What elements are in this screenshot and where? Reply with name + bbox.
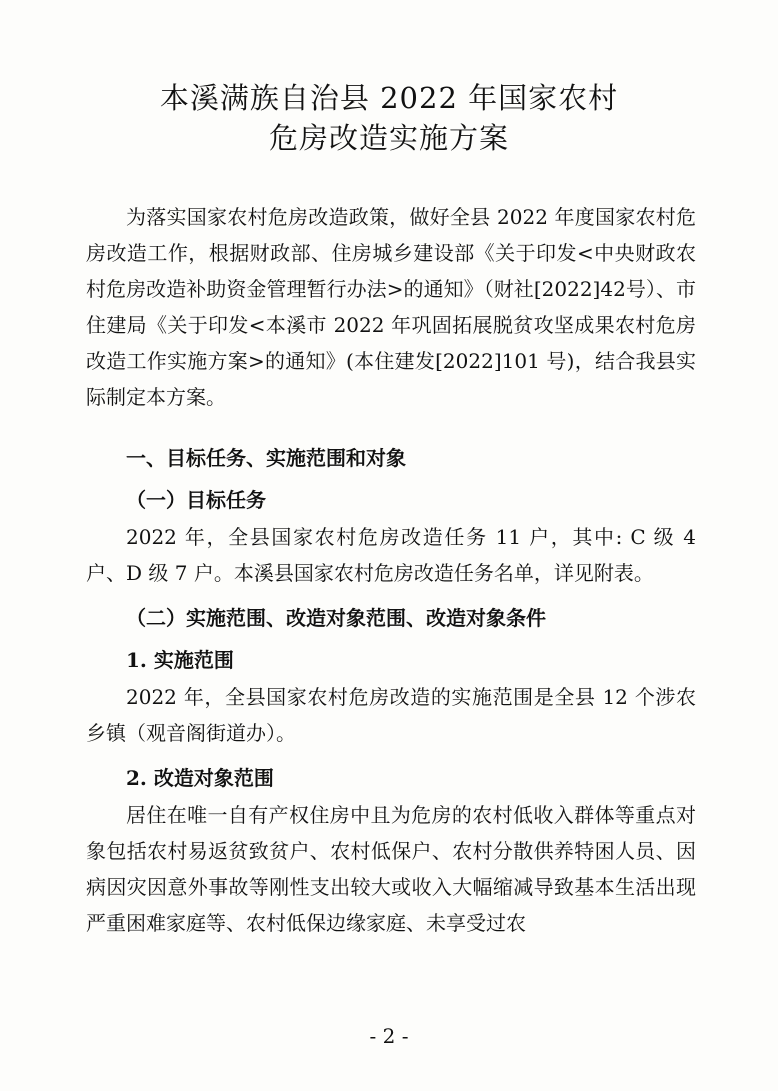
subsection-2-heading: （二）实施范围、改造对象范围、改造对象条件: [126, 606, 546, 630]
item-1-heading: 1. 实施范围: [126, 648, 234, 672]
item-1-text: 2022 年，全县国家农村危房改造的实施范围是全县 12 个涉农乡镇（观音阁街道办）。: [86, 685, 696, 745]
document-title-line-1: 本溪满族自治县 2022 年国家农村: [159, 81, 619, 115]
intro-paragraph: 为落实国家农村危房改造政策，做好全县 2022 年度国家农村危房改造工作，根据财政部、住房城乡建设部《关于印发<中央财政农村危房改造补助资金管理暂行办法>的通知》（财社[2022]42号）、市住建局《关于印发<本溪市 2022 年巩固拓展脱贫攻坚成果农村危房改造工作实施方案>的通知》(本住建发[2022]101 号)，结合我县实际制定本方案。: [86, 205, 696, 409]
subsection-1-text: 2022 年，全县国家农村危房改造任务 11 户，其中: C 级 4 户、D 级 7 户。本溪县国家农村危房改造任务名单，详见附表。: [86, 525, 696, 585]
document-title-line-2: 危房改造实施方案: [268, 121, 509, 155]
item-2-heading: 2. 改造对象范围: [126, 766, 274, 790]
item-2-text: 居住在唯一自有产权住房中且为危房的农村低收入群体等重点对象包括农村易返贫致贫户、农村低保户、农村分散供养特困人员、因病因灾因意外事故等刚性支出较大或收入大幅缩减导致基本生活出现严重困难家庭等、农村低保边缘家庭、未享受过农: [86, 803, 696, 935]
section-1-heading: 一、目标任务、实施范围和对象: [126, 446, 406, 470]
subsection-1-heading: （一）目标任务: [126, 488, 266, 512]
page-number: - 2 -: [369, 1024, 409, 1048]
